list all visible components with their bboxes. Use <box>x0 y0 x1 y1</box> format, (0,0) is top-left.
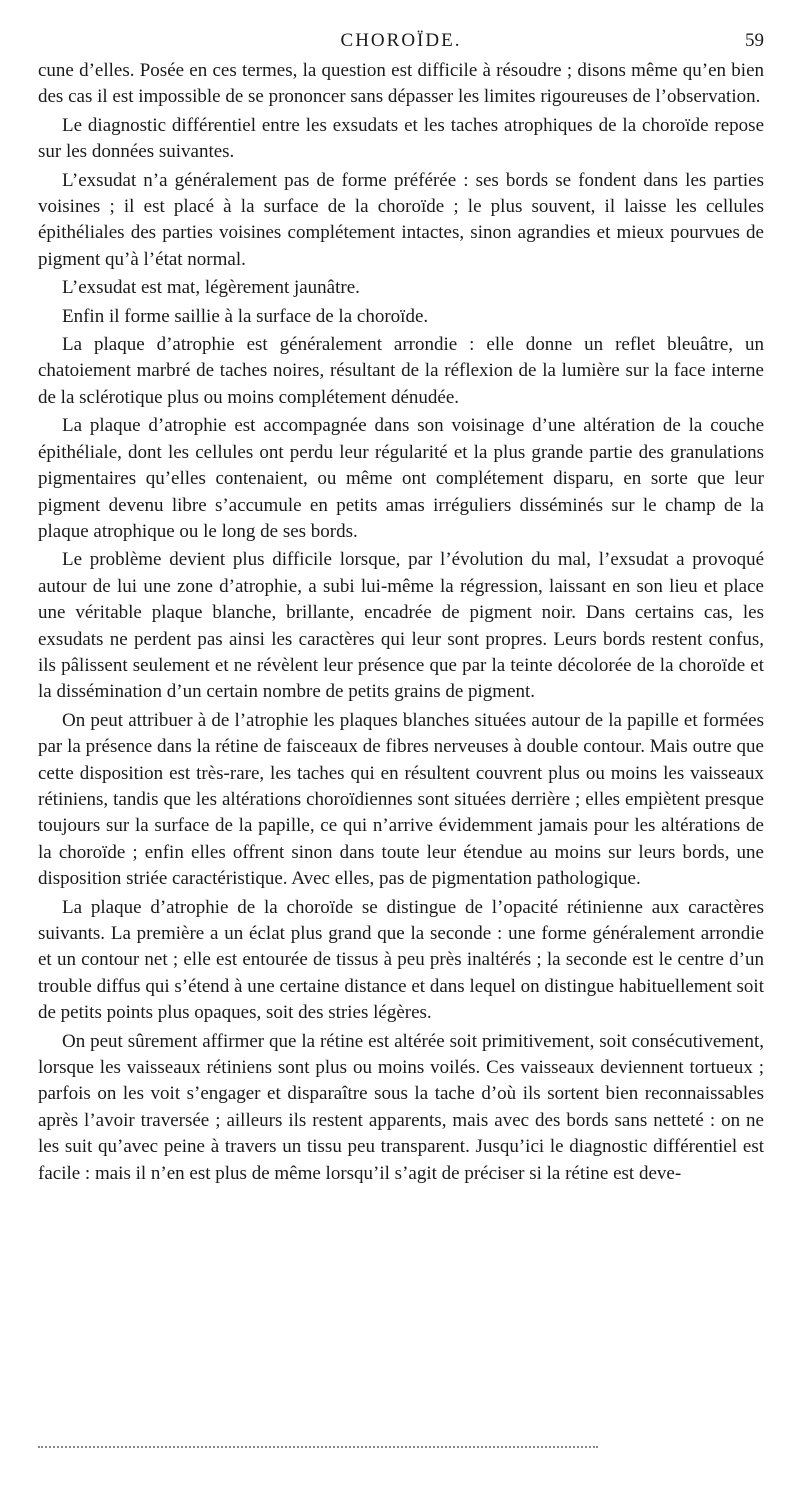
paragraph-exsudat-saillie: Enfin il forme saillie à la surface de la choroïde. <box>62 305 429 327</box>
paragraph-plaque-epitheliale: La plaque d’atrophie est accompagnée dans son voisinage d’une altération de la couche épithéliale, dont les cellules ont perdu leur régularité et la plus grande partie des granulations pigmentaires qu’elles contenaient, ou même ont complétement disparu, en sorte que leur pigment devenu libre s’accumule en petits amas irréguliers disséminés sur le champ de la plaque atrophique ou le long de ses bords. <box>38 415 764 542</box>
footer-dotted-rule <box>38 1446 598 1448</box>
running-head <box>38 26 764 56</box>
paragraph-exsudat-form: L’exsudat n’a généralement pas de forme préférée : ses bords se fondent dans les parties voisines ; il est placé à la surface de la choroïde ; le plus souvent, il laisse les cellules épithéliales des parties voisines complétement intactes, sinon agrandies et mieux pourvues de pigment qu’à l’état normal. <box>38 169 764 270</box>
paragraph-probleme: Le problème devient plus difficile lorsque, par l’évolution du mal, l’exsudat a provoqué autour de lui une zone d’atrophie, a subi lui-même la régression, laissant en son lieu et place une véritable plaque blanche, brillante, encadrée de pigment noir. Dans certains cas, les exsudats ne perdent pas ainsi les caractères qui leur sont propres. Leurs bords restent confus, ils pâlissent seulement et ne révèlent leur présence que par la teinte décolorée de la choroïde et la dissémination d’un certain nombre de petits grains de pigment. <box>38 549 764 703</box>
page-number: 59 <box>745 30 764 51</box>
paragraph-diagnostic-intro: Le diagnostic différentiel entre les exsudats et les taches atrophiques de la choroïde repose sur les données suivantes. <box>38 114 764 163</box>
paragraph-continuation: cune d’elles. Posée en ces termes, la question est difficile à résoudre ; disons même qu’en bien des cas il est impossible de se prononcer sans dépasser les limites rigoureuses de l’observation. <box>38 60 764 108</box>
paragraph-plaques-blanches: On peut attribuer à de l’atrophie les plaques blanches situées autour de la papille et formées par la présence dans la rétine de faisceaux de fibres nerveuses à double contour. Mais outre que cette disposition est très-rare, les taches qui en résultent couvrent plus ou moins les vaisseaux rétiniens, tandis que les altérations choroïdiennes sont situées derrière ; elles empiètent presque toujours sur la surface de la papille, ce qui n’arrive évidemment jamais pour les altérations de la choroïde ; enfin elles offrent sinon dans toute leur étendue au moins sur leurs bords, une disposition striée caractéristique. Avec elles, pas de pigmentation pathologique. <box>38 709 764 890</box>
paragraph-opacite-retinienne: La plaque d’atrophie de la choroïde se distingue de l’opacité rétinienne aux caractères suivants. La première a un éclat plus grand que la seconde : une forme généralement arrondie et un contour net ; elle est entourée de tissus à peu près inaltérés ; la seconde est le centre d’un trouble diffus qui s’étend à une certaine distance et dans lequel on distingue habituellement soit de petits points plus opaques, soit des stries légères. <box>38 896 764 1024</box>
book-page <box>38 26 764 1187</box>
running-title: CHOROÏDE. <box>340 30 462 51</box>
paragraph-retine-alteree: On peut sûrement affirmer que la rétine est altérée soit primitivement, soit consécutivement, lorsque les vaisseaux rétiniens sont plus ou moins voilés. Ces vaisseaux deviennent tortueux ; parfois on les voit s’engager et disparaître sous la tache d’où ils sortent bien reconnaissables après l’avoir traversée ; ailleurs ils restent apparents, mais avec des bords sans netteté : on ne les suit qu’avec peine à travers un tissu peu transparent. Jusqu’ici le diagnostic différentiel est facile : mais il n’en est plus de même lorsqu’il s’agit de préciser si la rétine est deve- <box>38 1030 764 1184</box>
paragraph-exsudat-mat: L’exsudat est mat, légèrement jaunâtre. <box>62 277 360 299</box>
body-text <box>38 58 764 1187</box>
paragraph-plaque-arrondie: La plaque d’atrophie est généralement arrondie : elle donne un reflet bleuâtre, un chatoiement marbré de taches noires, résultant de la réflexion de la lumière sur la face interne de la sclérotique plus ou moins complétement dénudée. <box>38 334 764 408</box>
